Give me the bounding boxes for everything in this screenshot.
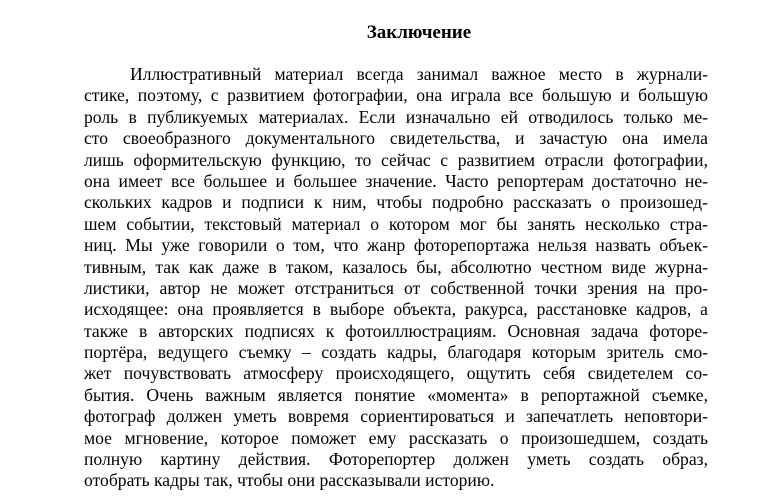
text-line: жет почувствовать атмосферу происходящего, ощутить себя свидетелем со- xyxy=(84,363,708,384)
text-line: роль в публикуемых материалах. Если изначально ей отводилось только ме- xyxy=(84,106,708,127)
text-line: ниц. Мы уже говорили о том, что жанр фоторепортажа нельзя назвать объек- xyxy=(84,235,708,256)
text-line: исходящее: она проявляется в выборе объекта, ракурса, расстановке кадров, а xyxy=(84,299,708,320)
text-line: скольких кадров и подписи к ним, чтобы подробно рассказать о произошед- xyxy=(84,192,708,213)
text-line: портёра, ведущего съемку – создать кадры, благодаря которым зритель смо- xyxy=(84,342,708,363)
text-line: она имеет все большее и большее значение. Часто репортерам достаточно не- xyxy=(84,170,708,191)
text-line: полную картину действия. Фоторепортер должен уметь создать образ, xyxy=(84,449,708,470)
text-line: лишь оформительскую функцию, то сейчас с развитием отрасли фотографии, xyxy=(84,149,708,170)
text-line: стике, поэтому, с развитием фотографии, она играла все большую и большую xyxy=(84,85,708,106)
text-line: отобрать кадры так, чтобы они рассказывали историю. xyxy=(84,470,495,491)
text-line: сто своеобразного документального свидетельства, и зачастую она имела xyxy=(84,128,708,149)
text-line: тивным, так как даже в таком, казалось бы, абсолютно честном виде журна- xyxy=(84,256,708,277)
text-line: мое мгновение, которое поможет ему рассказать о произошедшем, создать xyxy=(84,427,708,448)
text-line: также в авторских подписях к фотоиллюстрациям. Основная задача фоторе- xyxy=(84,320,708,341)
text-line: Иллюстративный материал всегда занимал важное место в журнали- xyxy=(130,64,708,84)
text-line: фотограф должен уметь вовремя сориентироваться и запечатлеть неповтори- xyxy=(84,406,708,427)
text-line: бытия. Очень важным является понятие «момента» в репортажной съемке, xyxy=(84,384,708,405)
body-paragraph xyxy=(84,64,708,492)
text-line: листики, автор не может отстраниться от собственной точки зрения на про- xyxy=(84,277,708,298)
text-line: шем событии, текстовый материал о котором мог бы занять несколько стра- xyxy=(84,213,708,234)
section-heading: Заключение xyxy=(366,22,472,43)
